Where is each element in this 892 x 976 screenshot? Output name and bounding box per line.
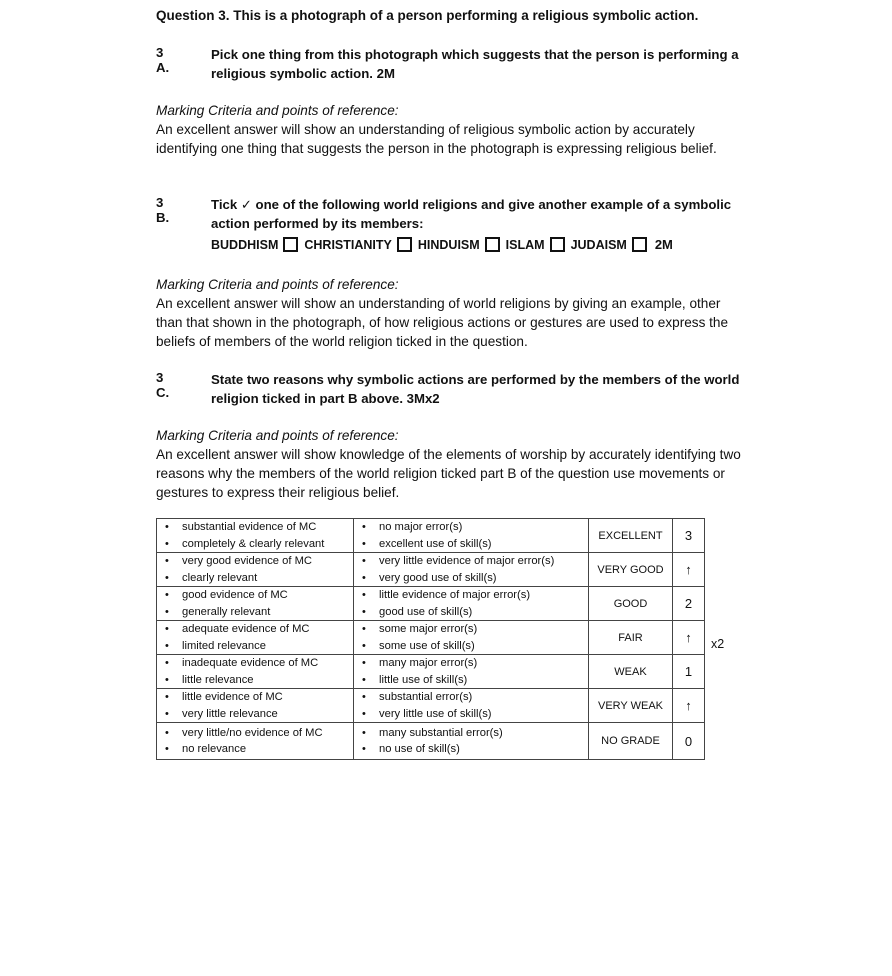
rubric-score: 0 [673, 723, 705, 760]
criteria-3b-heading: Marking Criteria and points of reference: [156, 277, 399, 292]
rubric-row-fair [157, 621, 742, 655]
rubric-grade: WEAK [589, 655, 673, 689]
rubric-row-weak [157, 655, 742, 689]
religion-option-judaism: JUDAISM [571, 237, 647, 252]
criteria-3a-heading: Marking Criteria and points of reference: [156, 103, 399, 118]
rubric-grade: VERY WEAK [589, 689, 673, 723]
rubric-evidence-cell: • very good evidence of MC • clearly relevant [157, 553, 354, 587]
rubric-error-cell: • little evidence of major error(s) • good use of skill(s) [354, 587, 589, 621]
rubric-grade: NO GRADE [589, 723, 673, 760]
rubric-error-cell: • substantial error(s) • very little use of skill(s) [354, 689, 589, 723]
rubric-error-cell: • many substantial error(s) • no use of skill(s) [354, 723, 589, 760]
rubric-grade: EXCELLENT [589, 519, 673, 553]
rubric-score: 3 [673, 519, 705, 553]
question-3b-text: Tick ✓ one of the following world religions and give another example of a symbolic action performed by its members: [211, 197, 732, 231]
question-3b-number: 3 B. [156, 195, 170, 225]
rubric-score: 2 [673, 587, 705, 621]
religion-options [211, 237, 673, 252]
checkbox-hinduism[interactable] [485, 237, 500, 252]
rubric-row-very-weak [157, 689, 742, 723]
criteria-3a-text: An excellent answer will show an understanding of religious symbolic action by accurately identifying one thing that suggests the person in the photograph is expressing religious belief. [156, 122, 717, 156]
rubric-evidence-cell: • adequate evidence of MC • limited relevance [157, 621, 354, 655]
rubric-row-no-grade [157, 723, 742, 760]
question-3a-text: Pick one thing from this photograph which suggests that the person is performing a religious symbolic action. 2M [211, 47, 739, 81]
rubric-evidence-cell: • very little/no evidence of MC • no relevance [157, 723, 354, 760]
rubric-evidence-cell: • substantial evidence of MC • completely & clearly relevant [157, 519, 354, 553]
checkbox-islam[interactable] [550, 237, 565, 252]
criteria-3b-text: An excellent answer will show an understanding of world religions by giving an example, other than that shown in the photograph, of how religious actions or gestures are used to express the beliefs of members of the world religion ticked in the question. [156, 296, 729, 349]
religion-option-islam: ISLAM [506, 237, 565, 252]
marking-rubric-table [156, 518, 741, 760]
rubric-error-cell: • no major error(s) • excellent use of skill(s) [354, 519, 589, 553]
question-title: Question 3. This is a photograph of a person performing a religious symbolic action. [156, 8, 699, 23]
rubric-row-good [157, 587, 742, 621]
rubric-evidence-cell: • inadequate evidence of MC • little relevance [157, 655, 354, 689]
rubric-evidence-cell: • good evidence of MC • generally relevant [157, 587, 354, 621]
rubric-error-cell: • many major error(s) • little use of skill(s) [354, 655, 589, 689]
religion-option-buddhism: BUDDHISM [211, 237, 298, 252]
checkbox-buddhism[interactable] [283, 237, 298, 252]
checkbox-judaism[interactable] [632, 237, 647, 252]
criteria-3c-heading: Marking Criteria and points of reference: [156, 428, 399, 443]
criteria-3c-text: An excellent answer will show knowledge of the elements of worship by accurately identifying two reasons why the members of the world religion ticked part B of the question use movements or gestures to express their religious belief. [156, 447, 741, 500]
rubric-score: 1 [673, 655, 705, 689]
question-3b-marks: 2M [654, 237, 673, 252]
criteria-3a [156, 101, 746, 158]
rubric-error-cell: • very little evidence of major error(s) • very good use of skill(s) [354, 553, 589, 587]
rubric-error-cell: • some major error(s) • some use of skill(s) [354, 621, 589, 655]
religion-option-hinduism: HINDUISM [418, 237, 500, 252]
criteria-3b [156, 275, 746, 351]
checkbox-christianity[interactable] [397, 237, 412, 252]
question-3c-number: 3 C. [156, 370, 170, 400]
rubric-score-arrow-icon: ↑ [673, 553, 705, 587]
rubric-grade: FAIR [589, 621, 673, 655]
rubric-multiplier: x2 [711, 637, 725, 651]
criteria-3c [156, 426, 746, 502]
rubric-row-excellent [157, 519, 742, 553]
rubric-score-arrow-icon: ↑ [673, 689, 705, 723]
rubric-evidence-cell: • little evidence of MC • very little relevance [157, 689, 354, 723]
religion-option-christianity: CHRISTIANITY [304, 237, 412, 252]
rubric-grade: GOOD [589, 587, 673, 621]
question-3c-text: State two reasons why symbolic actions are performed by the members of the world religion ticked in part B above. 3Mx2 [211, 372, 740, 406]
rubric-grade: VERY GOOD [589, 553, 673, 587]
rubric-score-arrow-icon: ↑ [673, 621, 705, 655]
rubric-row-very-good [157, 553, 742, 587]
question-3a-number: 3 A. [156, 45, 170, 75]
